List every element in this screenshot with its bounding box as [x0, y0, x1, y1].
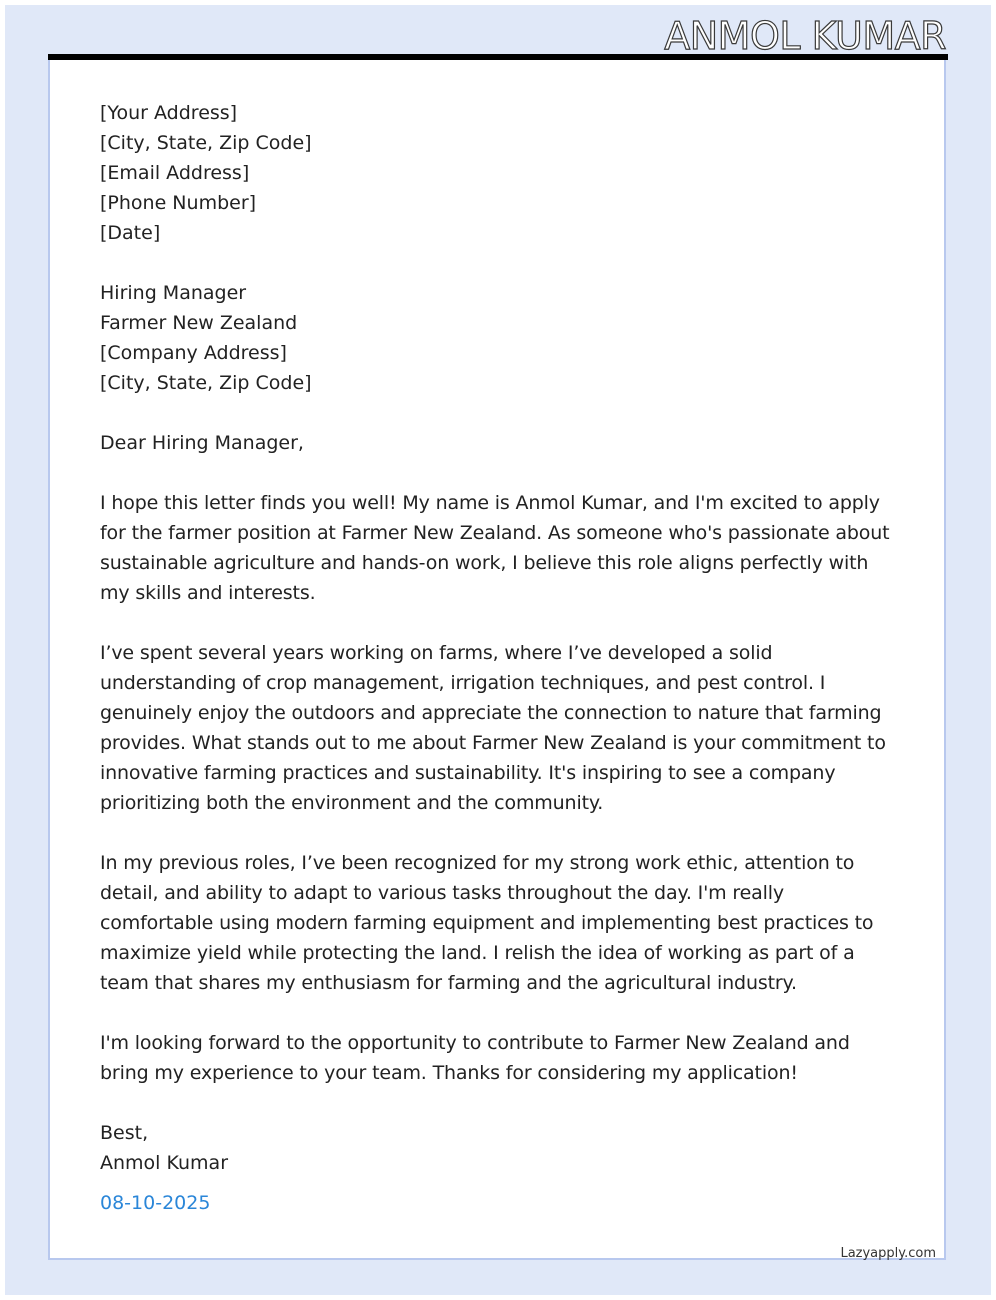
- spacer: [100, 398, 900, 428]
- body-paragraph: I’ve spent several years working on farms, where I’ve developed a solid understanding of crop management, irrigation techniques, and pest control. I genuinely enjoy the outdoors and appreciate the connection to nature that farming provides. What stands out to me about Farmer New Zealand is your commitment to innovative farming practices and sustainability. It's inspiring to see a company prioritizing both the environment and the community.: [100, 642, 886, 814]
- recipient-title: Hiring Manager: [100, 282, 247, 304]
- recipient-address: [Company Address]: [100, 342, 287, 364]
- sender-address: [Your Address]: [100, 102, 238, 124]
- footer-brand: Lazyapply.com: [840, 1246, 936, 1261]
- body-paragraph: I'm looking forward to the opportunity to contribute to Farmer New Zealand and bring my experience to your team. Thanks for considering my application!: [100, 1032, 850, 1084]
- spacer: [100, 458, 900, 488]
- sender-city-state-zip: [City, State, Zip Code]: [100, 132, 312, 154]
- spacer: [100, 248, 900, 278]
- spacer: [100, 998, 900, 1028]
- cover-letter-body: [100, 98, 900, 1178]
- letter-date-stamp: 08-10-2025: [100, 1192, 211, 1214]
- signature-name: Anmol Kumar: [100, 1152, 229, 1174]
- spacer: [100, 1088, 900, 1118]
- body-paragraph: I hope this letter finds you well! My name is Anmol Kumar, and I'm excited to apply for the farmer position at Farmer New Zealand. As someone who's passionate about sustainable agriculture and hands-on work, I believe this role aligns perfectly with my skills and interests.: [100, 492, 890, 604]
- applicant-name-header: ANMOL KUMAR: [664, 14, 946, 58]
- salutation: Dear Hiring Manager,: [100, 432, 304, 454]
- spacer: [100, 818, 900, 848]
- recipient-company: Farmer New Zealand: [100, 312, 298, 334]
- sign-off: Best,: [100, 1122, 149, 1144]
- recipient-city-state-zip: [City, State, Zip Code]: [100, 372, 312, 394]
- body-paragraph: In my previous roles, I’ve been recognized for my strong work ethic, attention to detail, and ability to adapt to various tasks throughout the day. I'm really comfortable using modern farming equipment and implementing best practices to maximize yield while protecting the land. I relish the idea of working as part of a team that shares my enthusiasm for farming and the agricultural industry.: [100, 852, 874, 994]
- spacer: [100, 608, 900, 638]
- sender-date: [Date]: [100, 222, 161, 244]
- sender-phone: [Phone Number]: [100, 192, 257, 214]
- sender-email: [Email Address]: [100, 162, 250, 184]
